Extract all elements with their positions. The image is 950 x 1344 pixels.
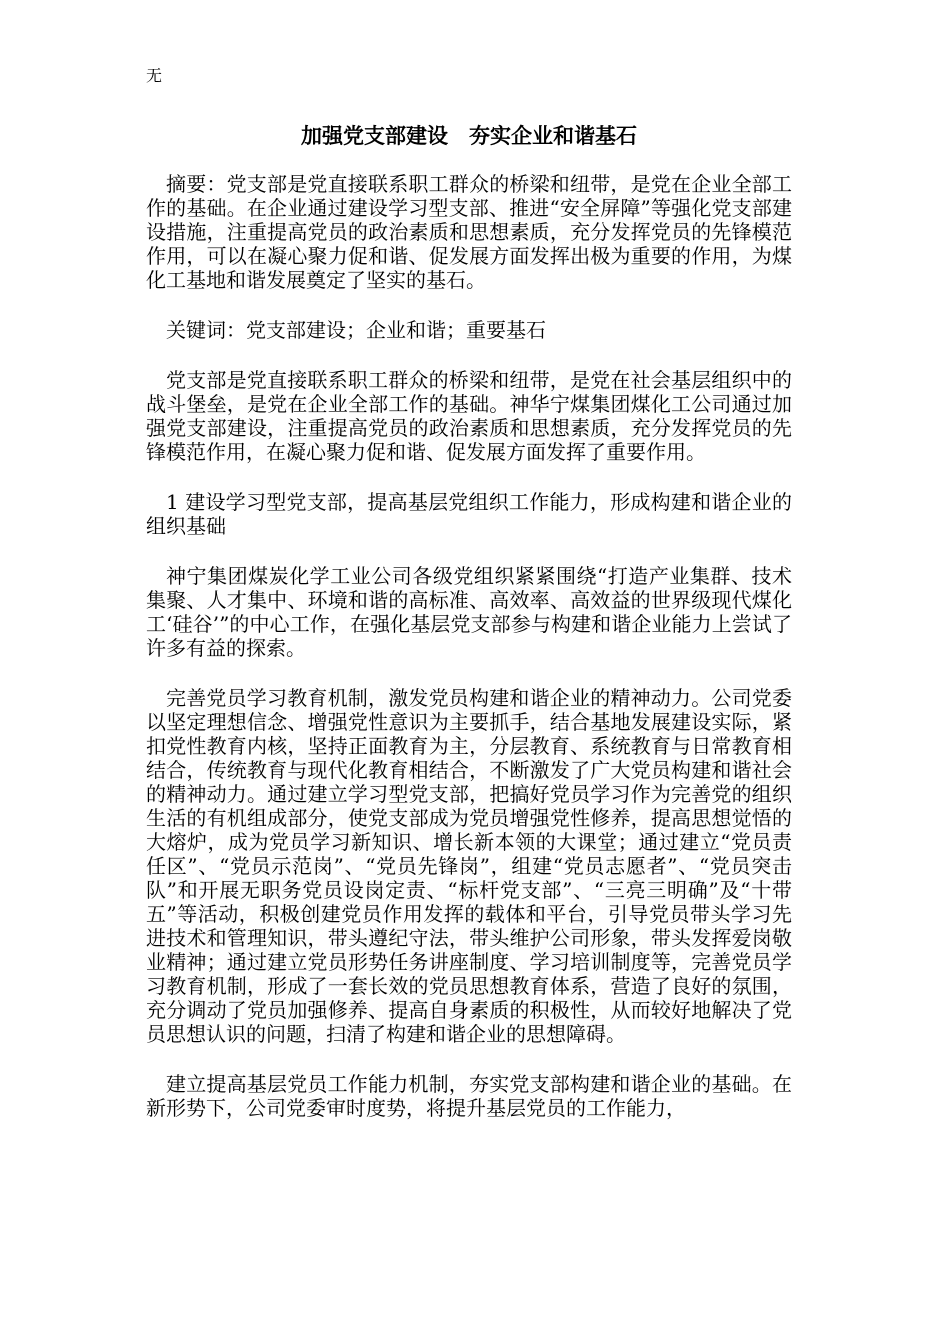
body-paragraph: 建立提高基层党员工作能力机制，夯实党支部构建和谐企业的基础。在新形势下，公司党委审时度势，将提升基层党员的工作能力， — [146, 1072, 792, 1120]
intro-paragraph: 党支部是党直接联系职工群众的桥梁和纽带，是党在社会基层组织中的战斗堡垒，是党在企业全部工作的基础。神华宁煤集团煤化工公司通过加强党支部建设，注重提高党员的政治素质和思想素质，充分发挥党员的先锋模范作用，在凝心聚力促和谐、促发展方面发挥了重要作用。 — [146, 368, 792, 464]
section-heading: 1 建设学习型党支部，提高基层党组织工作能力，形成构建和谐企业的组织基础 — [146, 490, 792, 538]
document-title: 加强党支部建设 夯实企业和谐基石 — [301, 123, 637, 148]
keywords-paragraph: 关键词：党支部建设；企业和谐；重要基石 — [166, 318, 546, 342]
abstract-paragraph: 摘要：党支部是党直接联系职工群众的桥梁和纽带，是党在企业全部工作的基础。在企业通过建设学习型支部、推进“安全屏障”等强化党支部建设措施，注重提高党员的政治素质和思想素质，充分发挥党员的先锋模范作用，可以在凝心聚力促和谐、促发展方面发挥出极为重要的作用，为煤化工基地和谐发展奠定了坚实的基石。 — [146, 172, 792, 292]
document-body — [146, 172, 792, 1146]
body-paragraph: 完善党员学习教育机制，激发党员构建和谐企业的精神动力。公司党委以坚定理想信念、增强党性意识为主要抓手，结合基地发展建设实际，紧扣党性教育内核，坚持正面教育为主，分层教育、系统教育与日常教育相结合，传统教育与现代化教育相结合，不断激发了广大党员构建和谐社会的精神动力。通过建立学习型党支部，把搞好党员学习作为完善党的组织生活的有机组成部分，使党支部成为党员增强党性修养，提高思想觉悟的大熔炉，成为党员学习新知识、增长新本领的大课堂；通过建立“党员责任区”、“党员示范岗”、“党员先锋岗”，组建“党员志愿者”、“党员突击队”和开展无职务党员设岗定责、“标杆党支部”、“三亮三明确”及“十带五”等活动，积极创建党员作用发挥的载体和平台，引导党员带头学习先进技术和管理知识，带头遵纪守法，带头维护公司形象，带头发挥爱岗敬业精神；通过建立党员形势任务讲座制度、学习培训制度等，完善党员学习教育机制，形成了一套长效的党员思想教育体系，营造了良好的氛围，充分调动了党员加强修养、提高自身素质的积极性，从而较好地解决了党员思想认识的问题，扫清了构建和谐企业的思想障碍。 — [146, 686, 792, 1046]
page-header: 无 — [146, 66, 163, 85]
body-paragraph: 神宁集团煤炭化学工业公司各级党组织紧紧围绕“打造产业集群、技术集聚、人才集中、环境和谐的高标准、高效率、高效益的世界级现代煤化工‘硅谷’”的中心工作，在强化基层党支部参与构建和谐企业能力上尝试了许多有益的探索。 — [146, 564, 792, 660]
